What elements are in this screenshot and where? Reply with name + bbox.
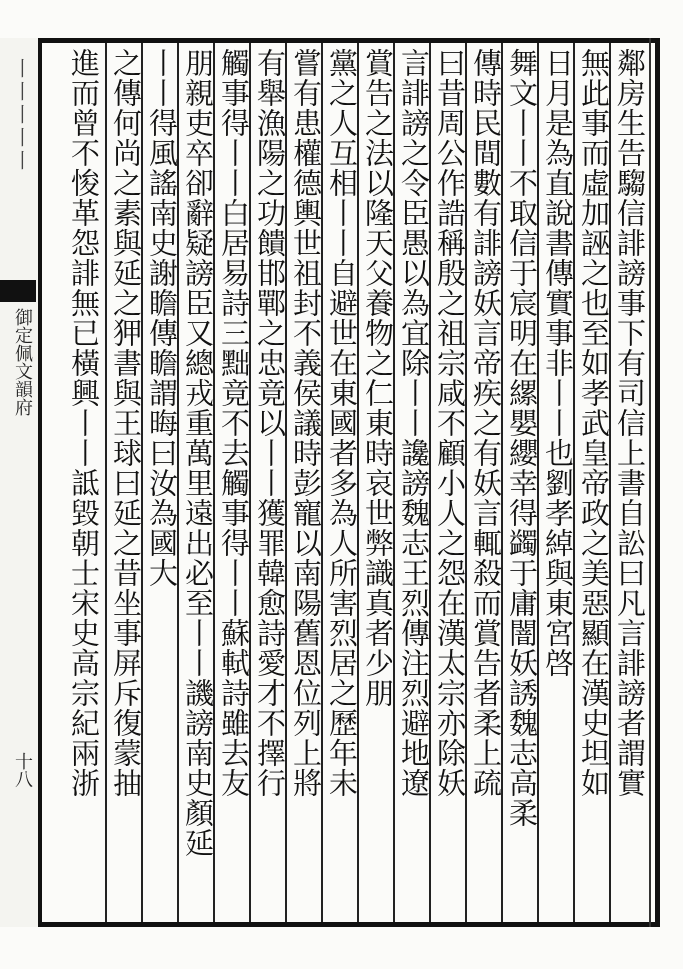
margin-book-title: 御定佩文韻府: [12, 308, 33, 416]
text-column-6: 曰昔周公作誥稱殷之祖宗咸不顧小人之怨在漢太宗亦除妖: [433, 48, 467, 798]
frame-right-border: [655, 38, 660, 927]
margin-top-marks: 丨丨丨丨丨: [9, 58, 33, 173]
text-column-4: 舞文丨丨不取信于宸明在縲嬰纓幸得蠲于庸闇妖誘魏志高柔: [505, 48, 539, 828]
text-column-8: 賞告之法以隆天父養物之仁東時哀世弊識真者少朋: [361, 48, 395, 708]
text-column-3: 日月是為直說書傳實事非丨丨也劉孝綽與東宮啓: [541, 48, 575, 678]
frame-top-border: [38, 38, 660, 43]
text-column-12: 觸事得丨丨白居易詩三黜竟不去觸事得丨丨蘇軾詩雖去友: [217, 48, 251, 798]
text-column-9: 黨之人互相丨丨自避世在東國者多為人所害烈居之歷年未: [325, 48, 359, 798]
text-column-15: 之傳何尚之素與延之狎書與王球曰延之昔坐事屏斥復蒙抽: [109, 48, 143, 798]
column-rule: [105, 43, 107, 922]
text-column-2: 無此事而虛加誣之也至如孝武皇帝政之美惡顯在漢史坦如: [577, 48, 611, 798]
frame-bottom-border: [38, 922, 660, 927]
text-column-16: 進而曾不悛革怨誹無已橫興丨丨詆毀朝士宋史高宗紀兩浙: [67, 48, 101, 798]
text-column-14: 丨丨得風謠南史謝瞻傳瞻謂晦曰汝為國大: [145, 48, 179, 588]
frame-inner-right-border: [649, 38, 651, 927]
margin-page-number: 十八: [12, 752, 33, 788]
margin-black-block: [0, 280, 36, 302]
text-column-5: 傳時民間數有誹謗妖言帝疾之有妖言輒殺而賞告者柔上疏: [469, 48, 503, 798]
text-column-7: 言誹謗之令臣愚以為宜除丨丨讒謗魏志王烈傳注烈避地遼: [397, 48, 431, 798]
text-column-10: 嘗有患權德輿世祖封不義侯議時彭寵以南陽舊恩位列上將: [289, 48, 323, 798]
text-column-1: 鄰房生告騶信誹謗事下有司信上書自訟曰凡言誹謗者謂實: [613, 48, 647, 798]
frame-left-border: [38, 38, 42, 927]
text-column-11: 有舉漁陽之功饋邯鄲之忠竟以丨丨獲罪韓愈詩愛才不擇行: [253, 48, 287, 798]
text-column-13: 朋親吏卒卻辭疑謗臣又總戎重萬里遠出必至丨丨譏謗南史顏延: [181, 48, 215, 858]
